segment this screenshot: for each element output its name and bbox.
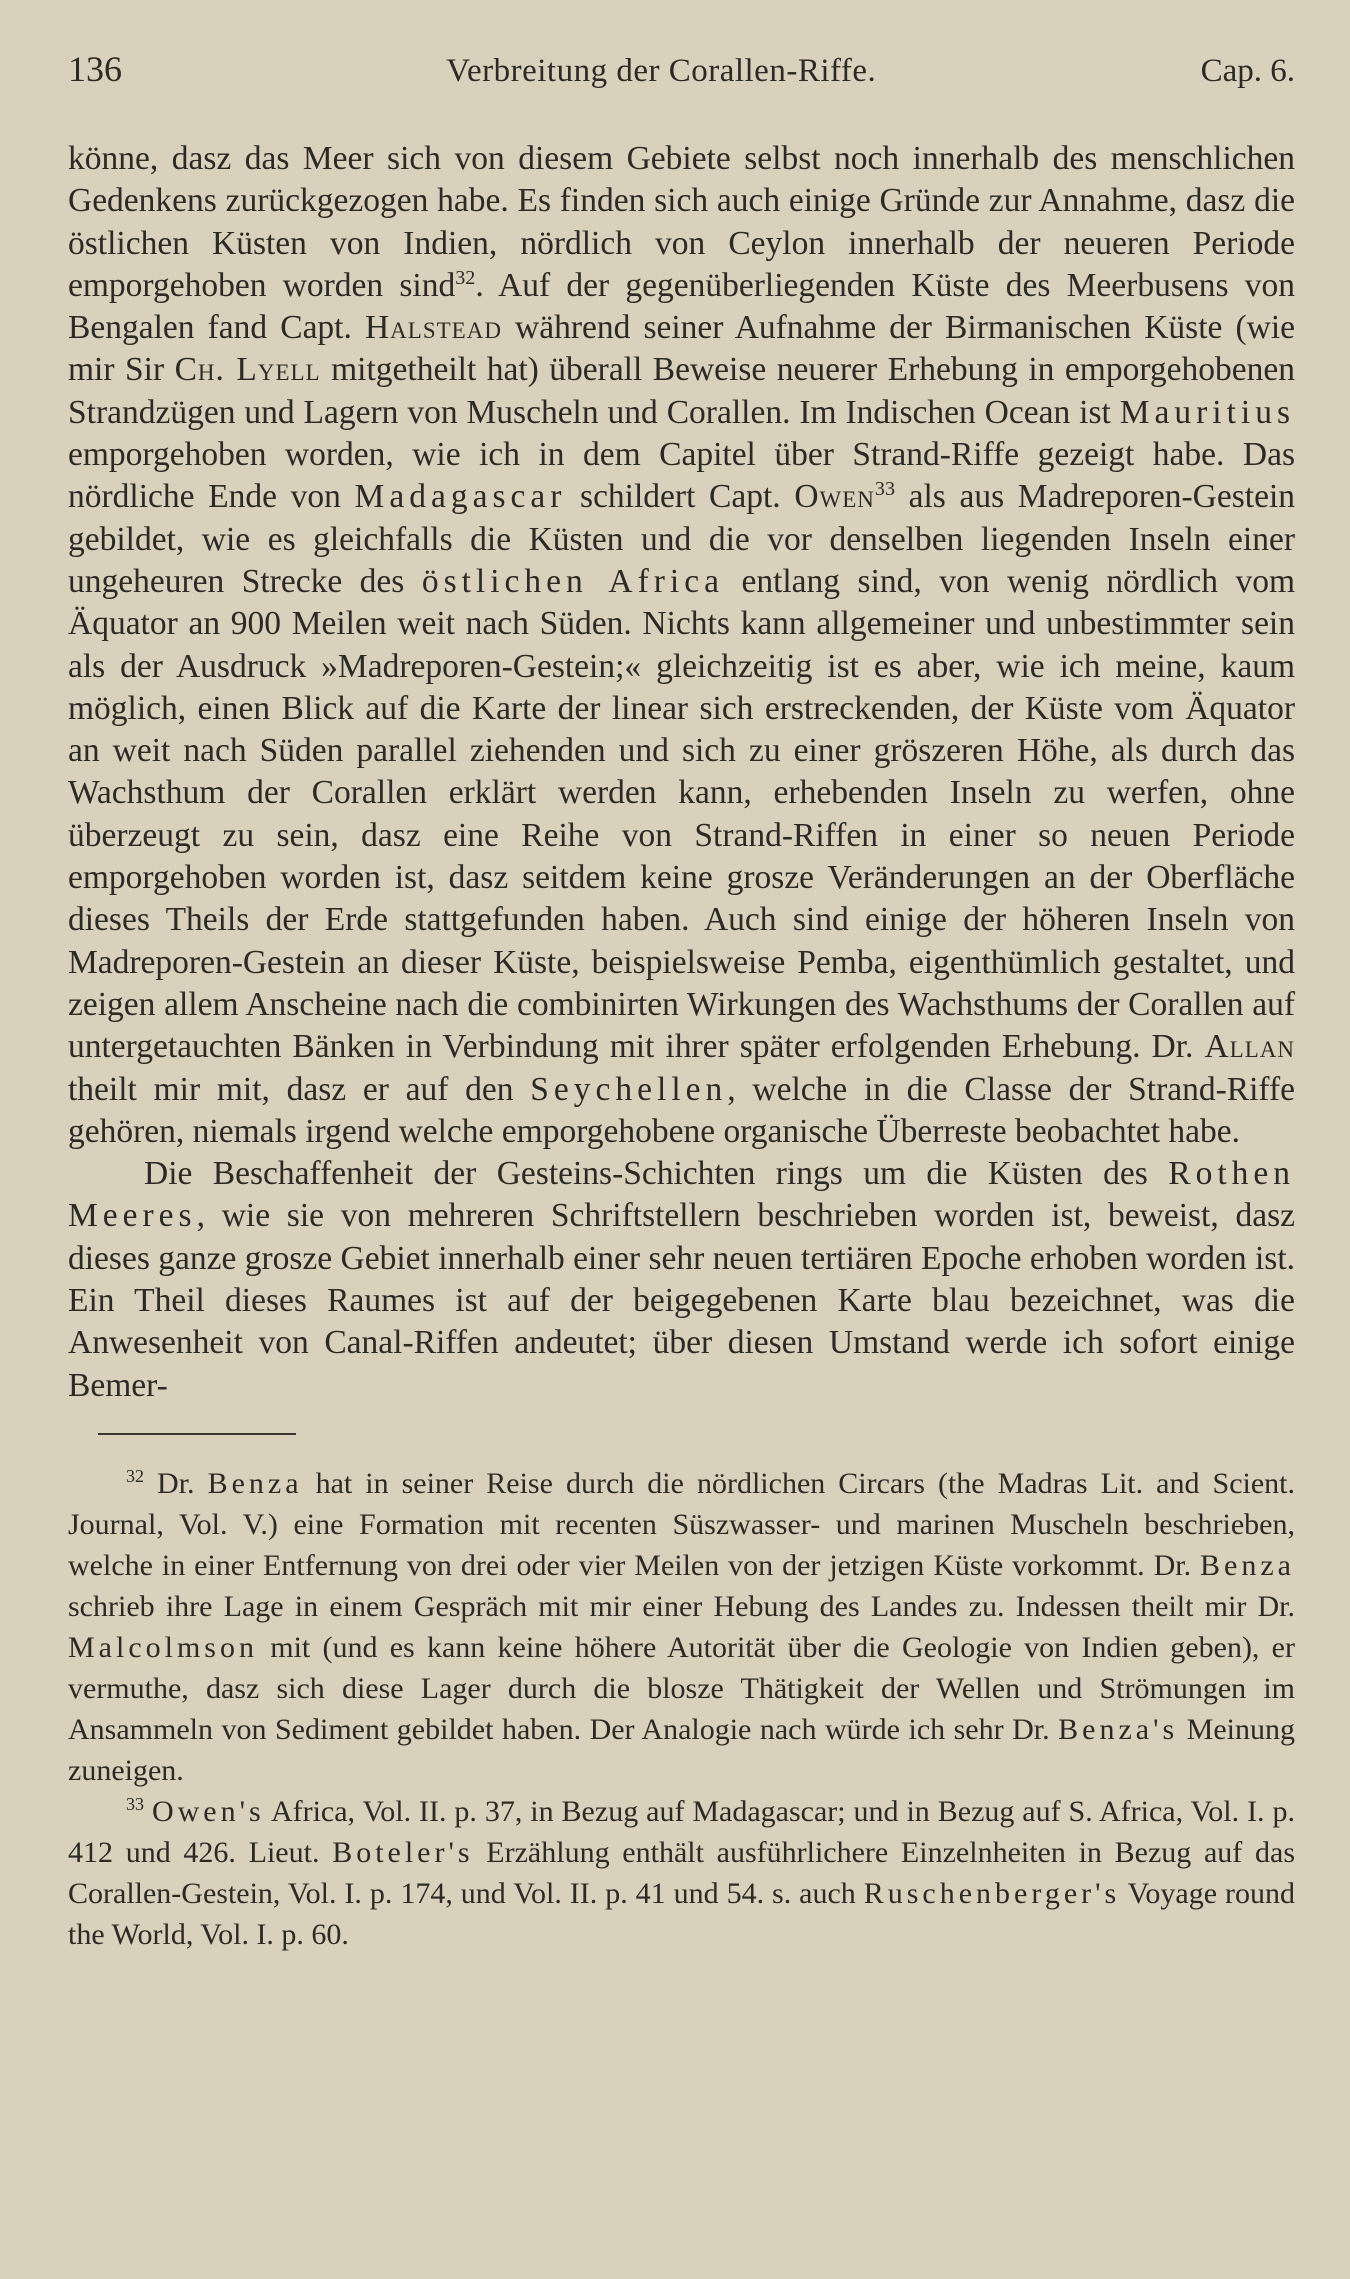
text-run: Africa, Vol. II. p. 37, in Bezug auf Madagascar; und in Bezug auf S. Africa, Vol. I. p. 412 und 426. Lieut. (68, 1794, 1295, 1869)
text-run: mitgetheilt hat) überall Beweise neuerer Erhebung in emporgehobenen Strandzügen und Lagern von Muscheln und Corallen. Im Indischen Ocean ist (68, 351, 1295, 431)
footnotes (68, 1463, 1295, 1955)
text-run: Meinung zuneigen. (68, 1712, 1296, 1787)
text-run: , welche in die Classe der Strand-Riffe gehören, niemals irgend welche emporgehobene organische Überreste beobachtet habe. (68, 1070, 1295, 1150)
footnote-33 (68, 1791, 1295, 1955)
person-name: Boteler's (332, 1835, 474, 1869)
person-name: Malcolmson (68, 1630, 258, 1664)
place-name: Madagascar (354, 478, 567, 516)
paragraph (68, 1153, 1295, 1407)
footnote-32 (68, 1463, 1295, 1791)
footnote-number: 32 (126, 1465, 144, 1486)
text-run: könne, dasz das Meer sich von diesem Gebiete selbst noch innerhalb des menschlichen Gedenkens zurückgezogen habe. Es finden sich auch einige Gründe zur Annahme, dasz die östlichen Küsten von Indien, nördlich von Ceylon innerhalb der neueren Periode emporgehoben worden sind (68, 140, 1295, 304)
person-name: Benza's (1058, 1712, 1179, 1746)
running-title: Verbreitung der Corallen-Riffe. (446, 53, 877, 89)
text-run: schrieb ihre Lage in einem Gespräch mit mir einer Hebung des Landes zu. Indessen theilt mir Dr. (68, 1589, 1295, 1623)
person-name: Benza (207, 1466, 303, 1500)
footnote-ref: 33 (874, 478, 895, 501)
text-run: Voyage round the World, Vol. I. p. 60. (68, 1876, 1295, 1951)
text-run: hat in seiner Reise durch die nördlichen Circars (the Madras Lit. and Scient. Journal, Vol. V.) eine Formation mit recenten Süszwasser- und marinen Muscheln beschrieben, welche in einer Entfernung von drei oder vier Meilen von der jetzigen Küste vorkommt. Dr. (68, 1466, 1295, 1582)
person-name: Halstead (364, 309, 502, 347)
main-text (68, 138, 1295, 1407)
text-run: theilt mir mit, dasz er auf den (68, 1070, 531, 1108)
person-name: Owen's (151, 1794, 265, 1828)
person-name: Allan (1204, 1028, 1295, 1066)
text-run: schildert Capt. (566, 478, 795, 516)
person-name: Owen (794, 478, 875, 516)
text-run: Dr. (144, 1466, 208, 1500)
text-run: , wie sie von mehreren Schriftstellern beschrieben worden ist, beweist, dasz dieses ganze grosze Gebiet innerhalb einer sehr neuen tertiären Epoche erhoben worden ist. Ein Theil dieses Raumes ist auf der beigegebenen Karte blau bezeichnet, was die Anwesenheit von Canal-Riffen andeutet; über diesen Umstand werde ich sofort einige Bemer- (68, 1197, 1295, 1404)
text-run: als aus Madreporen-Gestein gebildet, wie es gleichfalls die Küsten und die vor denselben liegenden Inseln einer ungeheuren Strecke des (68, 478, 1295, 600)
text-run: . Auf der gegenüberliegenden Küste des Meerbusens von Bengalen fand Capt. (68, 266, 1295, 347)
footnote-divider (98, 1433, 296, 1435)
text-run: entlang sind, von wenig nördlich vom Äquator an 900 Meilen weit nach Süden. Nichts kann allgemeiner und unbestimmter sein als der Ausdruck »Madreporen-Gestein;« gleichzeitig ist es aber, wie ich meine, kaum möglich, einen Blick auf die Karte der linear sich erstreckenden, der Küste vom Äquator an weit nach Süden parallel ziehenden und sich zu einer gröszeren Höhe, als durch das Wachsthum der Corallen erklärt werden kann, erhebenden Inseln zu werfen, ohne überzeugt zu sein, dasz eine Reihe von Strand-Riffen in einer so neuen Periode emporgehoben worden ist, dasz seitdem keine grosze Veränderungen an der Oberfläche dieses Theils der Erde stattgefunden haben. Auch sind einige der höheren Inseln von Madreporen-Gestein an dieser Küste, beispielsweise Pemba, eigenthümlich gestaltet, und zeigen allem Anscheine nach die combinirten Wirkungen des Wachsthums der Corallen auf untergetauchten Bänken in Verbindung mit ihrer später erfolgenden Erhebung. Dr. (68, 562, 1296, 1066)
footnote-ref: 32 (455, 266, 476, 289)
place-name: Mauritius (1119, 393, 1295, 431)
text-run: emporgehoben worden, wie ich in dem Capitel über Strand-Riffe gezeigt habe. Das nördliche Ende von (68, 436, 1295, 516)
paragraph (68, 138, 1295, 1153)
text-run: Erzählung enthält ausführlichere Einzelnheiten in Bezug auf das Corallen-Gestein, Vol. I. p. 174, und Vol. II. p. 41 und 54. s. auch (68, 1835, 1295, 1910)
chapter-label: Cap. 6. (1200, 53, 1295, 89)
running-header (68, 48, 1295, 106)
text-run: während seiner Aufnahme der Birmanischen Küste (wie mir Sir (68, 309, 1295, 389)
page-number: 136 (68, 49, 122, 89)
footnote-number: 33 (126, 1793, 144, 1814)
person-name: Benza (1200, 1548, 1295, 1582)
place-name: Seychellen (530, 1070, 728, 1108)
text-run: mit (und es kann keine höhere Autorität über die Geologie von Indien geben), er vermuthe, dasz sich diese Lager durch die blosze Thätigkeit der Wellen und Strömungen im Ansammeln von Sediment gebildet haben. Der Analogie nach würde ich sehr Dr. (68, 1630, 1295, 1746)
person-name: Ch. Lyell (174, 351, 321, 389)
text-run (144, 1795, 152, 1828)
place-name: östlichen Africa (421, 562, 724, 600)
text-run: Die Beschaffenheit der Gesteins-Schichten rings um die Küsten des (144, 1155, 1169, 1193)
person-name: Ruschenberger's (863, 1876, 1121, 1910)
place-name: Rothen Meeres (68, 1155, 1295, 1235)
